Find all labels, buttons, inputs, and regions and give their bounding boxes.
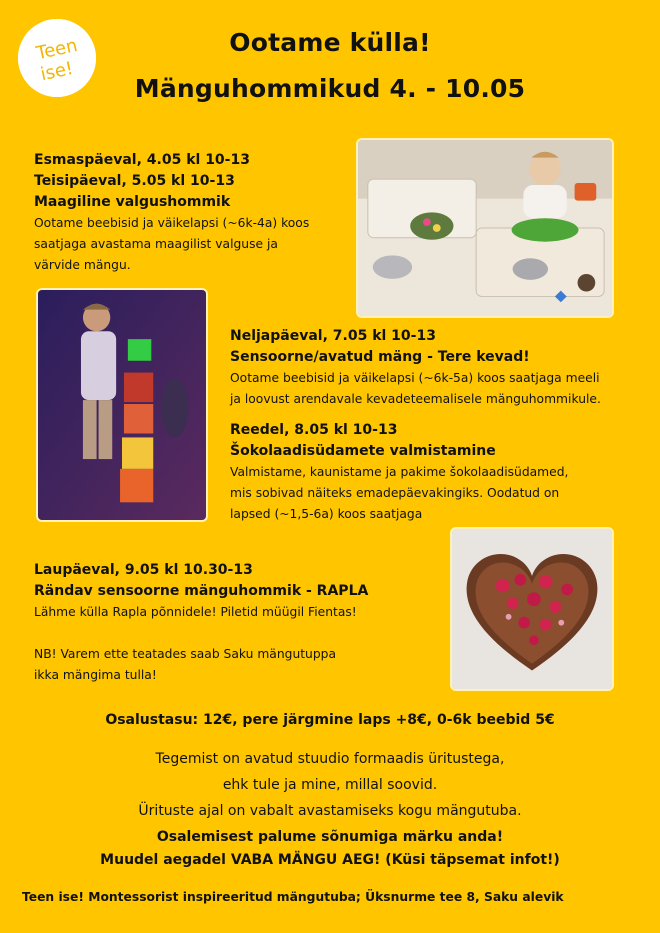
event-block-light [34, 150, 354, 276]
studio-line4: Osalemisest palume sõnumiga märku anda! [156, 829, 504, 845]
pricing-text: Osalustasu: 12€, pere järgmine laps +8€, 0-6k beebid 5€ [105, 712, 555, 728]
event-name-light: Maagiline valgushommik [34, 194, 231, 210]
free-play-text: Muudel aegadel VABA MÄNGU AEG! (Küsi täpsemat infot!) [100, 852, 560, 868]
event-desc-chocolate: Valmistame, kaunistame ja pakime šokolaadisüdamed, mis sobivad näiteks emadepäevakingiks. Oodatud on lapsed (~1,5-6a) koos saatjaga [230, 465, 569, 521]
light-play-image [38, 290, 206, 520]
event-name-spring: Sensoorne/avatud mäng - Tere kevad! [230, 349, 530, 365]
event-block-rapla [34, 560, 444, 686]
event-day-tuesday: Teisipäeval, 5.05 kl 10-13 [34, 173, 235, 189]
studio-line3: Ürituste ajal on vabalt avastamiseks kogu mängutuba. [138, 803, 522, 819]
event-name-rapla: Rändav sensoorne mänguhommik - RAPLA [34, 583, 369, 599]
event-desc-light: Ootame beebisid ja väikelapsi (~6k-4a) koos saatjaga avastama maagilist valguse ja värvide mängu. [34, 216, 310, 272]
chocolate-heart-image [452, 529, 612, 689]
event-day-saturday: Laupäeval, 9.05 kl 10.30-13 [34, 562, 253, 578]
footer-text: Teen ise! Montessorist inspireeritud mängutuba; Üksnurme tee 8, Saku alevik [22, 890, 564, 904]
event-desc-rapla: Lähme külla Rapla põnnidele! Piletid müügil Fientas! [34, 605, 357, 619]
event-day-thursday: Neljapäeval, 7.05 kl 10-13 [230, 328, 436, 344]
event-desc-spring: Ootame beebisid ja väikelapsi (~6k-5a) koos saatjaga meeli ja loovust arendavale kevadeteemalisele mänguhommikule. [230, 371, 601, 406]
event-day-monday: Esmaspäeval, 4.05 kl 10-13 [34, 152, 250, 168]
studio-info [0, 746, 660, 850]
event-name-chocolate: Šokolaadisüdamete valmistamine [230, 443, 496, 459]
photo-chocolate-heart [450, 527, 614, 691]
page-subtitle: Mänguhommikud 4. - 10.05 [134, 74, 526, 103]
logo-line1: Teen [34, 35, 80, 65]
studio-line2: ehk tule ja mine, millal soovid. [222, 777, 438, 793]
photo-sensory-play [356, 138, 614, 318]
event-note: NB! Varem ette teatades saab Saku mängutuppa ikka mängima tulla! [34, 647, 336, 682]
logo-line2: ise! [38, 57, 76, 86]
event-block-spring [230, 326, 650, 410]
event-day-friday: Reedel, 8.05 kl 10-13 [230, 422, 398, 438]
photo-light-play [36, 288, 208, 522]
event-block-chocolate [230, 420, 650, 525]
studio-line1: Tegemist on avatud stuudio formaadis üritustega, [155, 751, 505, 767]
sensory-play-image [358, 140, 612, 316]
page-title: Ootame külla! [229, 28, 431, 57]
